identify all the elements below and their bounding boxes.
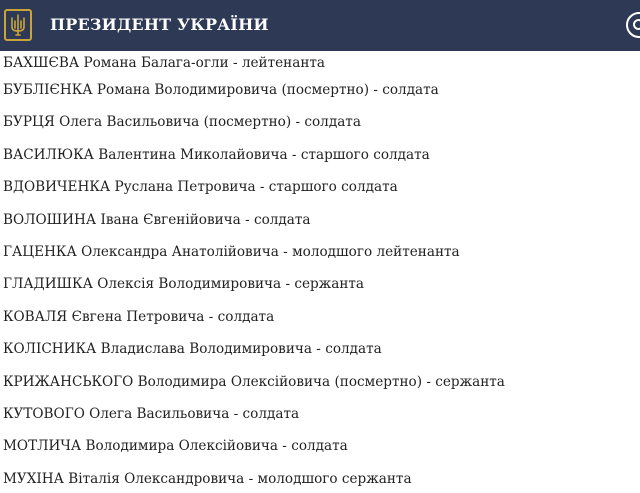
list-item: БАХШЄВА Романа Балага-огли - лейтенанта xyxy=(3,55,326,71)
list-item: БУРЦЯ Олега Васильовича (посмертно) - солдата xyxy=(3,114,361,131)
site-title[interactable]: ПРЕЗИДЕНТ УКРАЇНИ xyxy=(50,15,269,34)
trident-icon[interactable] xyxy=(4,9,32,41)
list-item: КУТОВОГО Олега Васильовича - солдата xyxy=(3,405,300,422)
list-item: МУХІНА Віталія Олександровича - молодшого сержанта xyxy=(3,470,412,487)
list-item: ГЛАДИШКА Олексія Володимировича - сержанта xyxy=(3,276,365,293)
site-header xyxy=(0,0,640,51)
list-item: ВАСИЛЮКА Валентина Миколайовича - старшого солдата xyxy=(3,146,430,163)
list-item: ГАЦЕНКА Олександра Анатолійовича - молодшого лейтенанта xyxy=(3,243,460,260)
circle-button-icon[interactable] xyxy=(626,12,640,38)
list-item: ВОЛОШИНА Івана Євгенійовича - солдата xyxy=(3,211,311,228)
list-item: КРИЖАНСЬКОГО Володимира Олексійовича (посмертно) - сержанта xyxy=(3,373,505,390)
list-item: МОТЛИЧА Володимира Олексійовича - солдата xyxy=(3,438,348,455)
list-item: БУБЛІЄНКА Романа Володимировича (посмертно) - солдата xyxy=(3,82,439,98)
list-item: ВДОВИЧЕНКА Руслана Петровича - старшого солдата xyxy=(3,179,398,196)
list-item: КОЛІСНИКА Владислава Володимировича - солдата xyxy=(3,341,382,358)
awardee-list xyxy=(0,51,640,493)
list-item: КОВАЛЯ Євгена Петровича - солдата xyxy=(3,308,275,325)
